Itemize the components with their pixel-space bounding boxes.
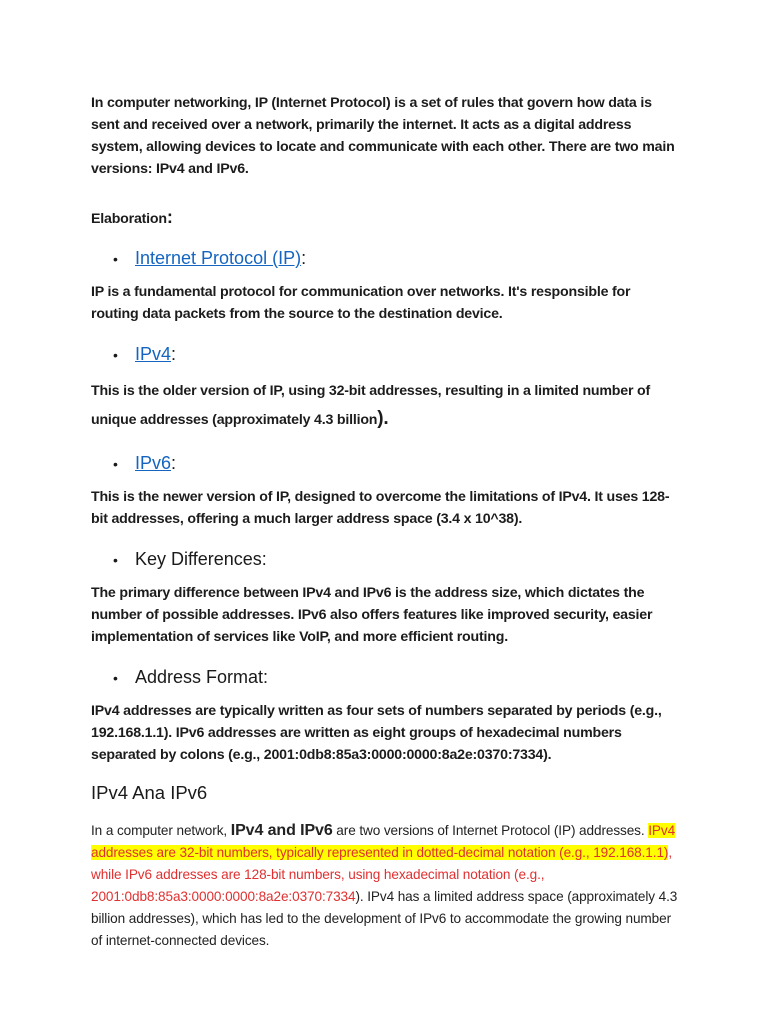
bullet-dot: • [113,456,118,472]
ipv4-ana-ipv6-heading: IPv4 Ana IPv6 [91,782,208,803]
bullet-dot: • [113,670,118,686]
internet-protocol-link[interactable]: Internet Protocol (IP) [135,248,302,268]
bullet-ipv4: • IPv4: [91,342,681,367]
key-differences-text: The primary difference between IPv4 and IPv6 is the address size, which dictates the number of possible addresses. IPv6 also offers features like improved security, easier implementation of services like VoIP, and more efficient routing. [91,585,653,645]
bullet-dot: • [113,251,118,267]
intro-paragraph: In computer networking, IP (Internet Protocol) is a set of rules that govern how data is sent and received over a network, primarily the internet. It acts as a digital address system, allowing devices to locate and communicate with each other. There are two main versions: IPv4 and IPv6. [91,95,675,177]
address-format-text: IPv4 addresses are typically written as four sets of numbers separated by periods (e.g., 192.168.1.1). IPv6 addresses are written as eight groups of hexadecimal numbers separated by colons (e.g., 2001:0db8:85a3:0000:0000:8a2e:0370:7334). [91,703,662,763]
ip-description: IP is a fundamental protocol for communication over networks. It's responsible for routing data packets from the source to the destination device. [91,284,631,322]
highlighted-text: IPv4 addresses are 32-bit numbers, typically represented in dotted-decimal notation (e.g., 192.168.1.1) [91,823,676,860]
final-paragraph: In a computer network, IPv4 and IPv6 are two versions of Internet Protocol (IP) addresses. IPv4 addresses are 32-bit numbers, typically represented in dotted-decimal notation (e.g., 192.168.1.1), while IPv6 addresses are 128-bit numbers, using hexadecimal notation (e.g., 2001:0db8:85a3:0000:0000:8a2e:0370:7334). IPv4 has a limited address space (approximately 4.3 billion addresses), which has led to the development of IPv6 to accommodate the growing number of internet-connected devices. [91,822,678,948]
elaboration-label: Elaboration: [91,207,173,227]
bullet-internet-protocol: • Internet Protocol (IP): [91,246,681,271]
document-body [91,92,681,952]
bullet-dot: • [113,552,118,568]
address-format-heading: Address Format: [135,667,269,687]
ipv6-description: This is the newer version of IP, designed to overcome the limitations of IPv4. It uses 128-bit addresses, offering a much larger address space (3.4 x 10^38). [91,489,670,527]
bullet-key-differences [91,547,681,572]
ipv6-link[interactable]: IPv6 [135,453,172,473]
ipv4-link[interactable]: IPv4 [135,344,172,364]
bullet-dot: • [113,347,118,363]
key-differences-heading: Key Differences: [135,549,267,569]
final-bold-text: IPv4 and IPv6 [230,822,333,839]
bullet-ipv6: • IPv6: [91,451,681,476]
ipv4-description: This is the older version of IP, using 32-bit addresses, resulting in a limited number of unique addresses (approximately 4.3 billion). [91,383,651,429]
bullet-address-format [91,665,681,690]
red-text: , while IPv6 addresses are 128-bit numbers, using hexadecimal notation (e.g., 2001:0db8:85a3:0000:0000:8a2e:0370:7334 [91,845,673,904]
